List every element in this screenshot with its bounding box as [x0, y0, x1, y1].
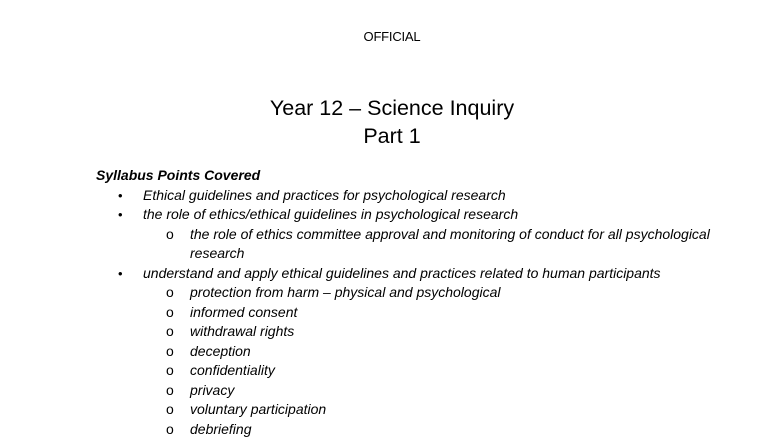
list-item [96, 205, 756, 264]
sub-list [143, 225, 756, 264]
list-item [96, 264, 756, 440]
syllabus-section [96, 166, 756, 439]
sub-list-item-text: informed consent [190, 303, 298, 320]
sub-list-item-text: deception [190, 342, 251, 359]
sub-list-item-text: debriefing [190, 420, 252, 437]
sub-list-item [143, 420, 756, 440]
title-line-2: Part 1 [363, 124, 421, 148]
sub-bullet-icon: o [166, 284, 174, 300]
sub-bullet-icon: o [166, 420, 174, 437]
sub-list-item [143, 303, 756, 323]
bullet-icon: • [118, 207, 123, 222]
official-label: OFFICIAL [363, 29, 421, 44]
list-item-text: the role of ethics/ethical guidelines in psychological research [143, 206, 519, 222]
syllabus-heading: Syllabus Points Covered [96, 167, 261, 183]
sub-list-item-text: the role of ethics committee approval and monitoring of conduct for all psychological research [190, 225, 710, 261]
sub-list-item [143, 225, 756, 264]
sub-list-item [143, 361, 756, 381]
sub-list-item [143, 283, 756, 303]
list-item-text: Ethical guidelines and practices for psychological research [143, 186, 506, 203]
sub-bullet-icon: o [166, 303, 174, 320]
page-title [0, 94, 784, 150]
sub-list [143, 283, 756, 439]
title-line-1: Year 12 – Science Inquiry [269, 96, 515, 120]
sub-bullet-icon: o [166, 381, 174, 398]
sub-bullet-icon: o [166, 342, 174, 359]
sub-list-item-text: withdrawal rights [190, 323, 295, 339]
syllabus-list [96, 186, 756, 440]
sub-list-item-text: privacy [190, 381, 235, 398]
sub-list-item [143, 322, 756, 342]
list-item [96, 186, 756, 206]
list-item-text: understand and apply ethical guidelines and practices related to human participants [143, 264, 661, 281]
sub-list-item [143, 381, 756, 401]
bullet-icon: • [118, 187, 123, 203]
sub-bullet-icon: o [166, 362, 174, 378]
sub-bullet-icon: o [166, 225, 174, 242]
sub-list-item [143, 342, 756, 362]
sub-list-item [143, 400, 756, 420]
sub-list-item-text: voluntary participation [190, 401, 327, 417]
sub-bullet-icon: o [166, 323, 174, 339]
sub-list-item-text: protection from harm – physical and psychological [190, 284, 501, 300]
sub-bullet-icon: o [166, 401, 174, 417]
sub-list-item-text: confidentiality [190, 362, 275, 378]
bullet-icon: • [118, 265, 123, 281]
